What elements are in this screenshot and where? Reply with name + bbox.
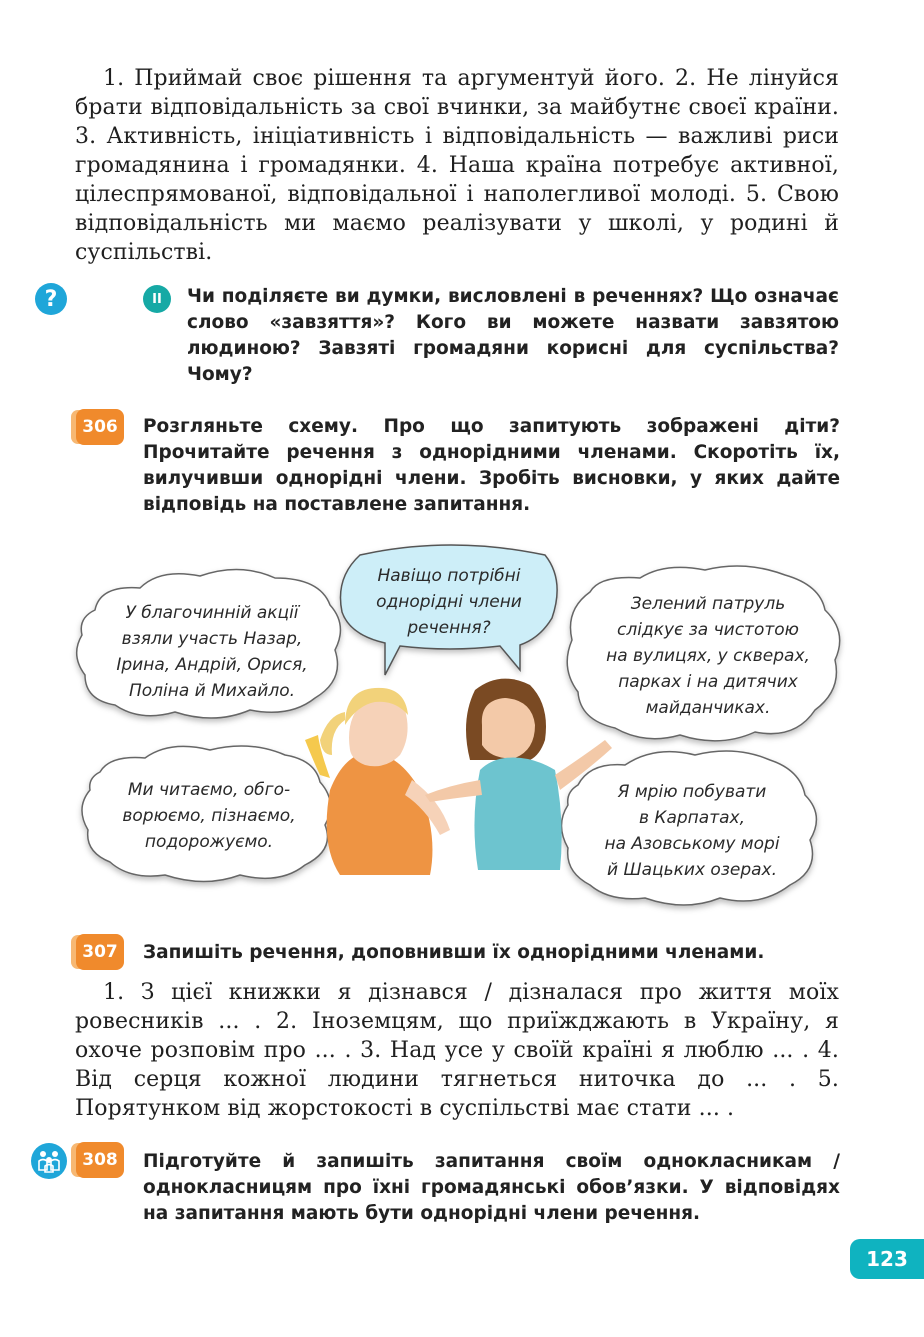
left-top-bubble-text: У благочинній акції взяли участь Назар, Ірина, Андрій, Орися, Поліна й Михайло. xyxy=(116,603,308,701)
exercise-307-task: Запишіть речення, доповнивши їх однорідними членами. xyxy=(143,942,765,963)
exercise-306-badge: 306 xyxy=(76,409,124,445)
group-work-icon xyxy=(31,1143,67,1179)
exercise-308-badge: 308 xyxy=(76,1142,124,1178)
exercise-307-badge: 307 xyxy=(76,934,124,970)
exercise-306-task: Розгляньте схему. Про що запитують зображені діти? Прочитайте речення з однорідними членами. Скоротіть їх, вилучивши однорідні члени. Зробіть висновки, у яких дайте відповідь на поставлене запитання. xyxy=(143,416,840,515)
left-bottom-bubble-text: Ми читаємо, обго- ворюємо, пізнаємо, подорожуємо. xyxy=(122,780,296,852)
discussion-questions: Чи поділяєте ви думки, висловлені в реченнях? Що означає слово «завзяття»? Кого ви можете назвати завзятою людиною? Завзяті громадяни корисні для суспільства? Чому? xyxy=(187,286,839,385)
right-top-bubble-text: Зелений патруль слідкує за чистотою на вулицях, у скверах, парках і на дитячих майданчиках. xyxy=(606,594,810,718)
level-two-icon: II xyxy=(143,285,171,313)
intro-text xyxy=(75,64,839,267)
girl-illustration xyxy=(305,688,450,875)
right-bottom-bubble-text: Я мрію побувати в Карпатах, на Азовському морі й Шацьких озерах. xyxy=(604,782,780,880)
question-icon: ? xyxy=(35,283,67,315)
question-bubble-text: Навіщо потрібні однорідні члени речення? xyxy=(376,566,522,638)
exercise-307-paragraph: 1. З цієї книжки я дізнався / дізналася про життя моїх ровесників ... . 2. Іноземцям, що приїжджають в Україну, я охоче розповім про ... . 3. Над усе у своїй країні я люблю ... . 4. Від серця кожної людини тягнеться ниточка до ... . 5. Порятунком від жорстокості в суспільстві має стати ... . xyxy=(75,980,839,1121)
exercise-307-text xyxy=(75,978,839,1123)
exercise-308-task: Підготуйте й запишіть запитання своїм однокласникам / однокласницям про їхні громадянські обов’язки. У відповідях на запитання мають бути однорідні члени речення. xyxy=(143,1151,840,1224)
intro-paragraph: 1. Приймай своє рішення та аргументуй його. 2. Не лінуйся брати відповідальність за свої вчинки, за майбутнє своєї країни. 3. Активність, ініціативність і відповідальність — важливі риси громадянина і громадянки. 4. Наша країна потребує активної, цілеспрямованої, відповідальної і наполегливої молоді. 5. Свою відповідальність ми маємо реалізувати у школі, у родині й суспільстві. xyxy=(75,66,839,265)
page-number: 123 xyxy=(850,1239,924,1279)
